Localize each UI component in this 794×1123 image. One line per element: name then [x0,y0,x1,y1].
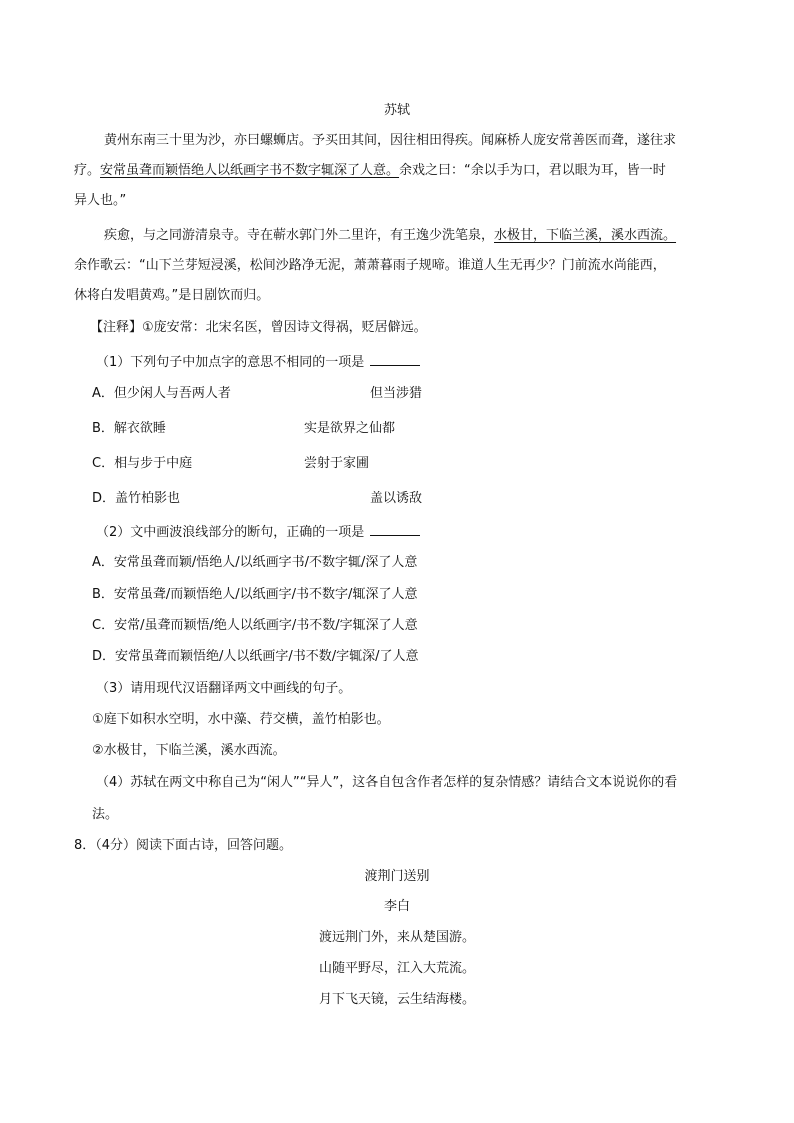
underlined-sentence-1: 安常虽聋而颖悟绝人以纸画字书不数字辄深了人意。 [100,163,400,178]
q2-option-c: C．安常/虽聋而颖悟/绝人以纸画字/书不数/字辄深了人意 [92,618,418,633]
q1-option-a-compare: 但当涉猎 [370,386,423,401]
question-2-stem [96,521,420,543]
passage-paragraph-1-line-3: 异人也。” [74,193,127,208]
q2-option-a: A．安常虽聋而颖/悟绝人/以纸画字书/不数字辄/深了人意 [92,555,418,570]
text-segment: 疾愈，与之同游清泉寺。寺在蕲水郭门外二里许，有王逸少洗笔泉， [104,228,495,243]
q1-option-b: B．解衣欲睡 [92,421,166,436]
q1-option-c: C．相与步于中庭 [92,456,193,471]
q1-option-d: D．盖竹柏影也 [92,491,181,506]
answer-blank[interactable] [370,521,420,536]
q1-option-a: A．但少闲人与吾两人者 [92,386,231,401]
poem-line-3: 月下飞天镜，云生结海楼。 [318,992,475,1007]
text-segment: 疗。 [74,163,101,178]
question-8-stem: 8．（4分）阅读下面古诗，回答问题。 [74,838,293,853]
passage-title: 苏轼 [383,103,410,118]
answer-blank[interactable] [370,351,420,366]
q2-option-b: B．安常虽聋/而颖悟绝人/以纸画字/书不数字/辄深了人意 [92,587,418,602]
poem-title: 渡荆门送别 [364,869,430,884]
q1-option-d-compare: 盖以诱敌 [370,491,423,506]
question-4-line-2: 法。 [92,807,119,822]
passage-paragraph-1-line-2 [74,161,666,181]
passage-paragraph-2-line-2: 余作歌云：“山下兰芽短浸溪，松间沙路净无泥，萧萧暮雨子规啼。谁道人生无再少？门前流水尚能西， [74,258,666,273]
question-1-stem [96,351,420,373]
q3-item-2: ②水极甘，下临兰溪，溪水西流。 [92,743,286,758]
text-segment: 余戏之曰：“余以手为口，君以眼为耳，皆一时 [399,163,666,178]
poem-line-1: 渡远荆门外，来从楚国游。 [318,930,475,945]
question-4-line-1: （4）苏轼在两文中称自己为“闲人”“异人”，这各自包含作者怎样的复杂情感？请结合文本说说你的看 [96,775,678,790]
q1-option-c-compare: 尝射于家圃 [304,456,370,471]
passage-paragraph-2-line-3: 休将白发唱黄鸡。”是日剧饮而归。 [74,288,270,303]
question-1-text: （1）下列句子中加点字的意思不相同的一项是 [96,355,365,370]
q1-option-b-compare: 实是欲界之仙都 [304,421,396,436]
question-2-text: （2）文中画波浪线部分的断句，正确的一项是 [96,525,365,540]
q2-option-d: D．安常虽聋而颖悟绝/人以纸画字/书不数/字辄深/了人意 [92,649,419,664]
question-3-stem: （3）请用现代汉语翻译两文中画线的句子。 [96,681,352,696]
underlined-sentence-2: 水极甘，下临兰溪，溪水西流。 [494,228,677,243]
q3-item-1: ①庭下如积水空明，水中藻、荇交横，盖竹柏影也。 [92,712,390,727]
poem-author: 李白 [383,899,410,914]
annotation-note: 【注释】①庞安常：北宋名医，曾因诗文得祸，贬居僻远。 [90,320,427,335]
poem-line-2: 山随平野尽，江入大荒流。 [318,961,475,976]
passage-paragraph-1-line-1: 黄州东南三十里为沙，亦曰螺蛳店。予买田其间，因往相田得疾。闻麻桥人庞安常善医而聋，遂往求 [104,133,677,148]
passage-paragraph-2-line-1 [104,226,676,246]
